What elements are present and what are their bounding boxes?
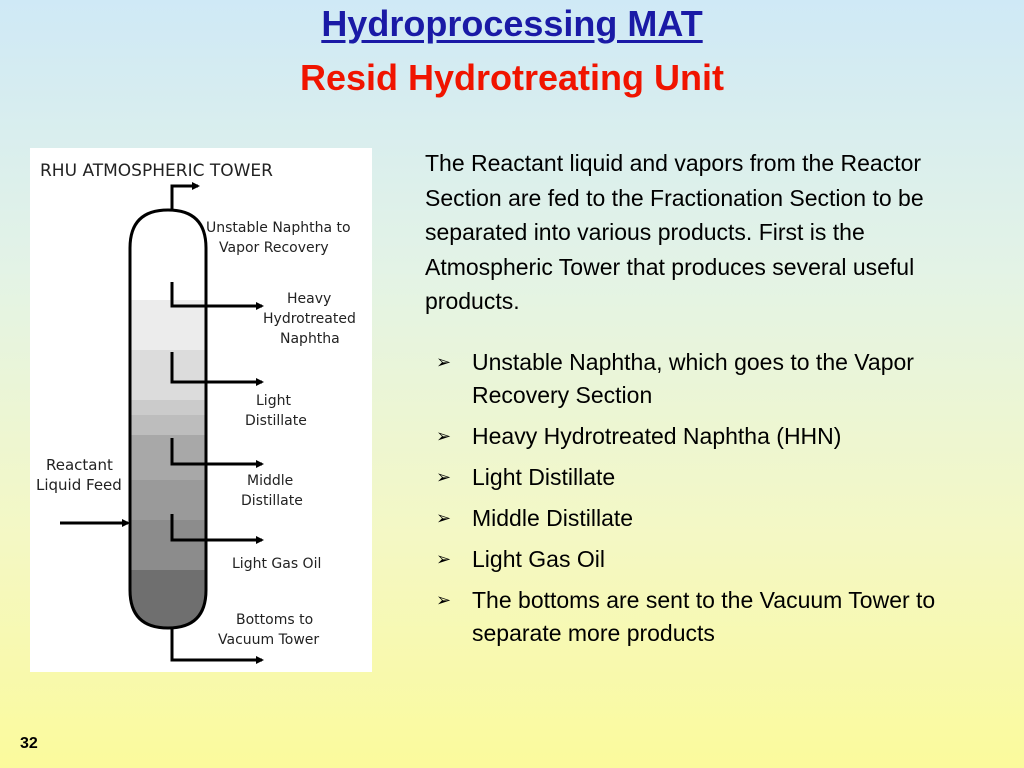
output-label-heavy-2: Hydrotreated [263,311,356,327]
arrowhead-bullet-icon: ➢ [436,352,452,372]
output-label-bottoms-1: Bottoms to [236,612,314,628]
atmospheric-tower-diagram [30,148,372,672]
output-label-middle-dist-2: Distillate [241,493,303,509]
bullet-item [436,420,996,453]
diagram-heading: RHU ATMOSPHERIC TOWER [40,161,273,181]
product-bullet-list [436,346,996,658]
arrowhead-bullet-icon: ➢ [436,426,452,446]
tower-shading [130,208,206,632]
bullet-item [436,461,996,494]
slide-title: Hydroprocessing MAT [321,3,703,44]
output-label-light-dist-1: Light [256,393,291,409]
feed-label-line2: Liquid Feed [36,476,122,494]
arrowhead-bullet-icon: ➢ [436,590,452,610]
bullet-item [436,502,996,535]
bullet-text: Middle Distillate [472,505,634,531]
output-label-heavy-3: Naphtha [280,331,340,347]
bullet-item [436,543,996,576]
arrowhead-bullet-icon: ➢ [436,467,452,487]
arrowhead-bullet-icon: ➢ [436,549,452,569]
feed-label-line1: Reactant [46,456,113,474]
arrowhead-bullet-icon: ➢ [436,508,452,528]
output-label-bottoms-2: Vacuum Tower [218,632,320,648]
slide-title-block [0,4,1024,100]
bullet-item [436,346,996,412]
output-label-light-dist-2: Distillate [245,413,307,429]
bullet-text: Light Gas Oil [472,546,605,572]
intro-paragraph: The Reactant liquid and vapors from the Reactor Section are fed to the Fractionation Section to be separated into various products. First is the Atmospheric Tower that produces several useful products. [425,150,924,314]
tower-diagram-svg [30,148,372,672]
bullet-text: The bottoms are sent to the Vacuum Tower to separate more products [472,587,936,646]
bullet-text: Unstable Naphtha, which goes to the Vapor Recovery Section [472,349,914,408]
bullet-text: Heavy Hydrotreated Naphtha (HHN) [472,423,842,449]
output-label-heavy-1: Heavy [287,291,332,307]
page-number: 32 [20,735,38,752]
output-label-unstable-naphtha-2: Vapor Recovery [219,240,329,256]
stream-arrow-unstable-naphtha [172,186,198,210]
output-label-middle-dist-1: Middle [247,473,294,489]
bullet-item [436,584,996,650]
slide-subtitle: Resid Hydrotreating Unit [299,57,725,98]
bullet-text: Light Distillate [472,464,616,490]
output-label-light-gas-oil: Light Gas Oil [232,556,322,572]
output-label-unstable-naphtha-1: Unstable Naphtha to [206,220,351,236]
